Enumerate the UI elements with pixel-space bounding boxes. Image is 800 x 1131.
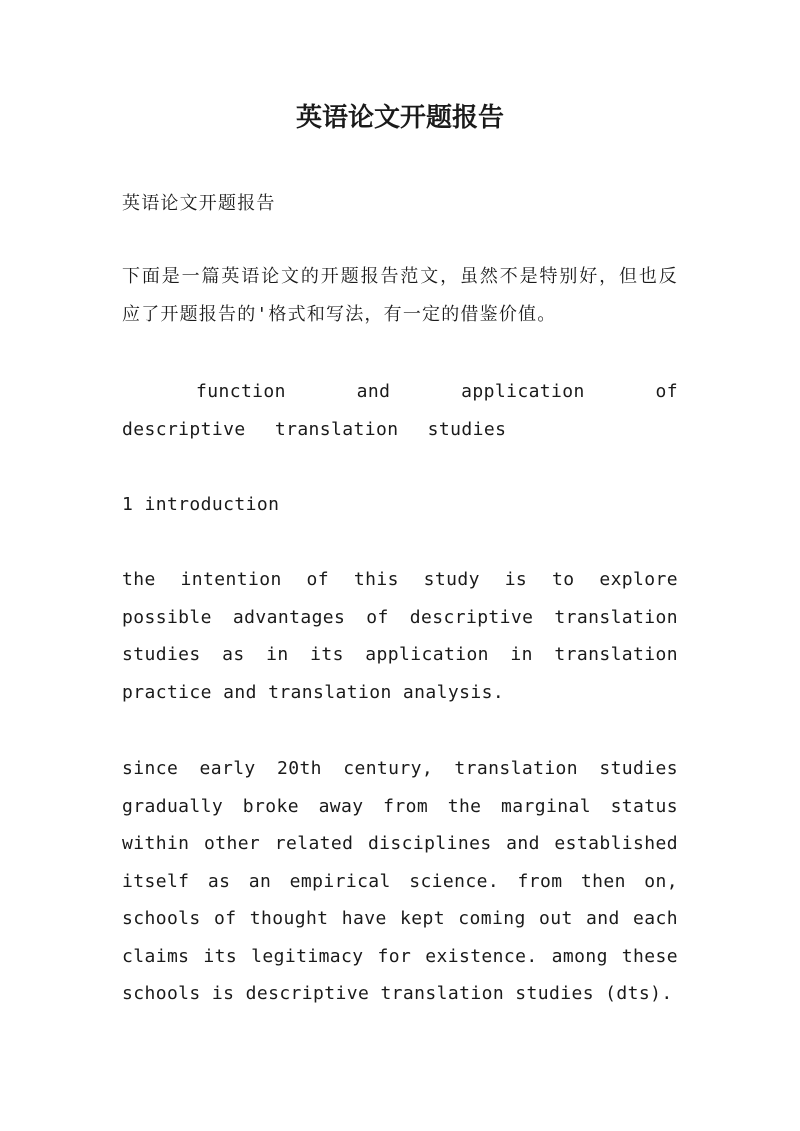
document-subtitle: 英语论文开题报告	[122, 193, 276, 214]
section-heading: 1 introduction	[122, 494, 280, 515]
document-title: 英语论文开题报告	[295, 103, 504, 133]
intro-paragraph: 下面是一篇英语论文的开题报告范文，虽然不是特别好，但也反应了开题报告的'格式和写法，有一定的借鉴价值。	[122, 266, 678, 325]
body-paragraph-1: the intention of this study is to explore possible advantages of descriptive translation studies as in its application in translation practice and translation analysis.	[122, 569, 678, 703]
topic-line: function and application of descriptive translation studies	[122, 381, 678, 440]
body-paragraph-2: since early 20th century, translation studies gradually broke away from the marginal status within other related disciplines and established itself as an empirical science. from then on, schools of thought have kept coming out and each claims its legitimacy for existence. among these schools is descriptive translation studies (dts).	[122, 758, 678, 1004]
